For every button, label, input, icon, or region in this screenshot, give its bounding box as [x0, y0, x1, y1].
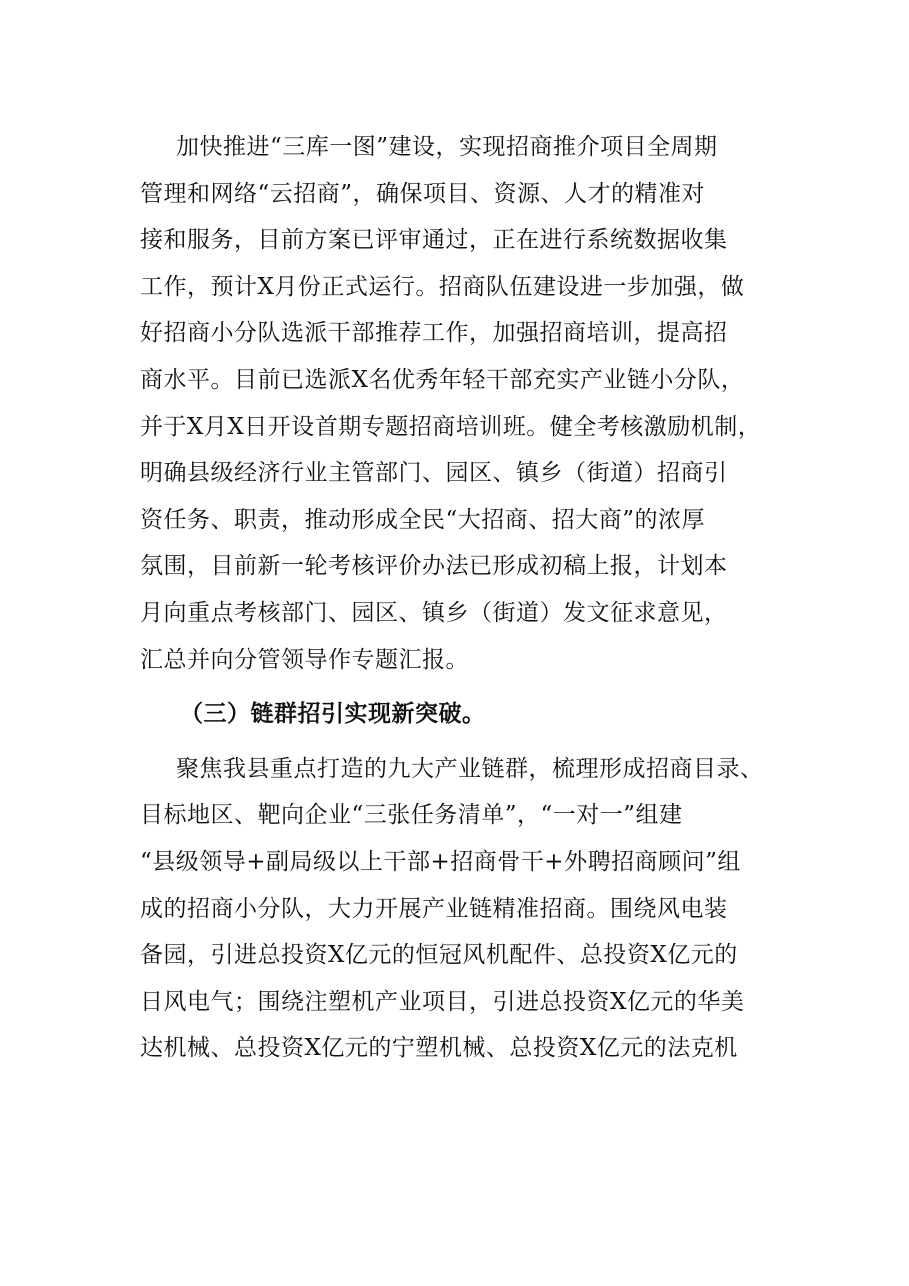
text-line: 商水平。目前已选派X名优秀年轻干部充实产业链小分队， [140, 366, 745, 393]
text-line: 目标地区、靶向企业“三张任务清单”，“一对一”组建 [140, 802, 683, 829]
text-line: 备园，引进总投资X亿元的恒冠风机配件、总投资X亿元的 [140, 942, 738, 969]
text-line: 明确县级经济行业主管部门、园区、镇乡（街道）招商引 [140, 460, 728, 487]
text-line: 日风电气；围绕注塑机产业项目，引进总投资X亿元的华美 [140, 988, 745, 1015]
text-line: 工作，预计X月份正式运行。招商队伍建设进一步加强，做 [140, 273, 745, 300]
paragraph-1 [140, 124, 780, 683]
document-body [140, 124, 780, 1072]
text-line: 汇总并向分管领导作专题汇报。 [140, 646, 469, 673]
paragraph-2 [140, 746, 780, 1072]
text-line: “县级领导+副局级以上干部+招商骨干+外聘招商顾问”组 [140, 848, 741, 875]
text-line: 好招商小分队选派干部推荐工作，加强招商培训，提高招 [140, 320, 728, 347]
text-line: 聚焦我县重点打造的九大产业链群，梳理形成招商目录、 [176, 755, 764, 782]
text-line: 加快推进“三库一图”建设，实现招商推介项目全周期 [176, 134, 718, 160]
text-line: 月向重点考核部门、园区、镇乡（街道）发文征求意见， [140, 599, 728, 626]
text-line: 接和服务，目前方案已评审通过，正在进行系统数据收集 [140, 227, 728, 254]
text-line: 成的招商小分队，大力开展产业链精准招商。围绕风电装 [140, 895, 728, 922]
section-heading: （三）链群招引实现新突破。 [180, 701, 486, 728]
text-line: 并于X月X日开设首期专题招商培训班。健全考核激励机制， [140, 413, 762, 440]
text-line: 资任务、职责，推动形成全民“大招商、招大商”的浓厚 [140, 506, 706, 533]
text-line: 达机械、总投资X亿元的宁塑机械、总投资X亿元的法克机 [140, 1035, 738, 1062]
text-line: 管理和网络“云招商”，确保项目、资源、人才的精准对 [140, 180, 706, 207]
text-line: 氛围，目前新一轮考核评价办法已形成初稿上报，计划本 [140, 553, 728, 580]
